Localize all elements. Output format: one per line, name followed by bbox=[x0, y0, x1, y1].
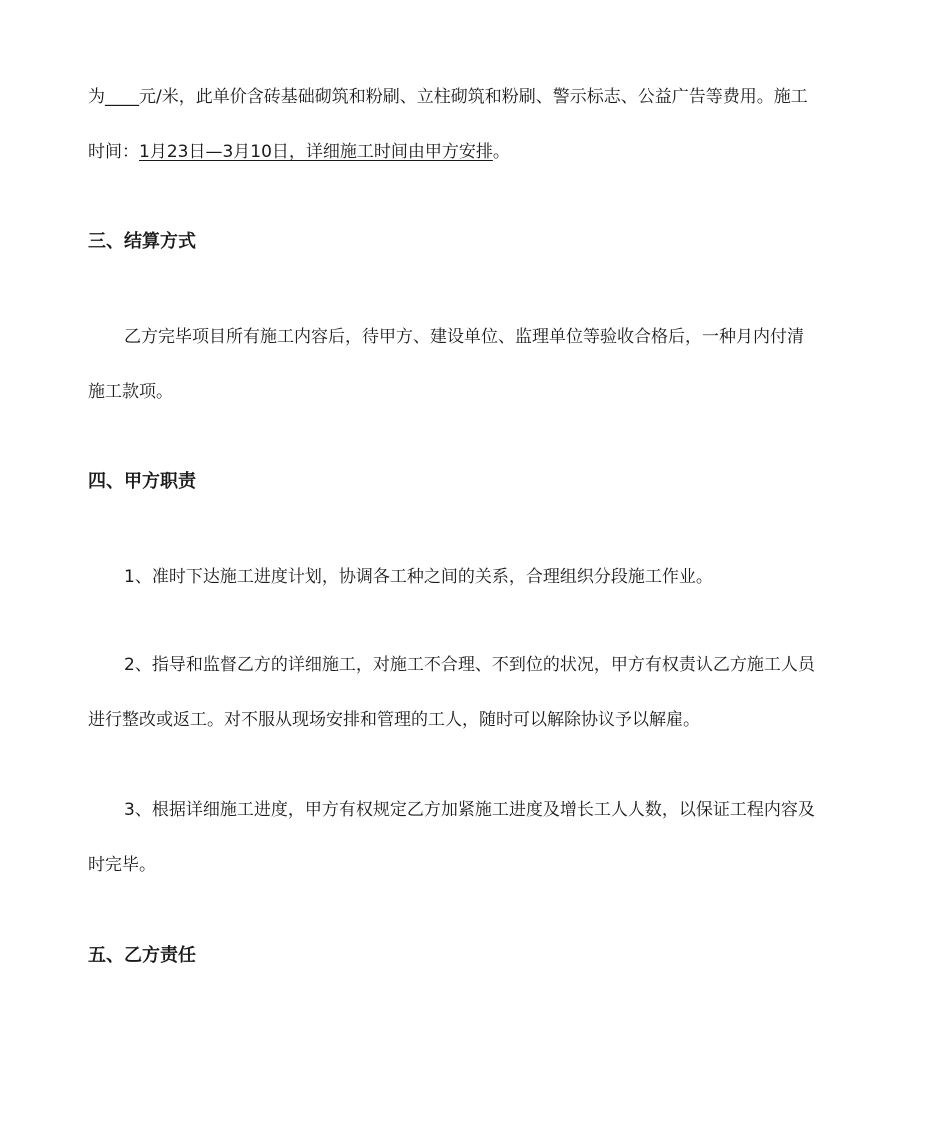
paragraph-line bbox=[88, 140, 510, 164]
paragraph-line: 施工款项。 bbox=[88, 382, 173, 402]
underlined-text: 1月23日—3月10日，详细施工时间由甲方安排 bbox=[139, 142, 493, 162]
text-prefix: 时间： bbox=[88, 142, 139, 162]
paragraph-line: 时完毕。 bbox=[88, 855, 156, 875]
paragraph-line: 进行整改或返工。对不服从现场安排和管理的工人，随时可以解除协议予以解雇。 bbox=[88, 710, 700, 730]
paragraph-line: 乙方完毕项目所有施工内容后，待甲方、建设单位、监理单位等验收合格后，一种月内付清 bbox=[124, 327, 804, 347]
list-item: 2、指导和监督乙方的详细施工，对施工不合理、不到位的状况，甲方有权责认乙方施工人员 bbox=[124, 655, 815, 675]
text-suffix: 。 bbox=[492, 142, 510, 162]
section-heading-5: 五、乙方责任 bbox=[88, 945, 196, 966]
section-heading-3: 三、结算方式 bbox=[88, 231, 196, 252]
list-item: 1、准时下达施工进度计划，协调各工种之间的关系，合理组织分段施工作业。 bbox=[124, 567, 713, 587]
section-heading-4: 四、甲方职责 bbox=[88, 471, 196, 492]
paragraph-line: 为____元/米，此单价含砖基础砌筑和粉刷、立柱砌筑和粉刷、警示标志、公益广告等费用。施工 bbox=[88, 87, 808, 107]
list-item: 3、根据详细施工进度，甲方有权规定乙方加紧施工进度及增长工人人数，以保证工程内容及 bbox=[124, 800, 815, 820]
